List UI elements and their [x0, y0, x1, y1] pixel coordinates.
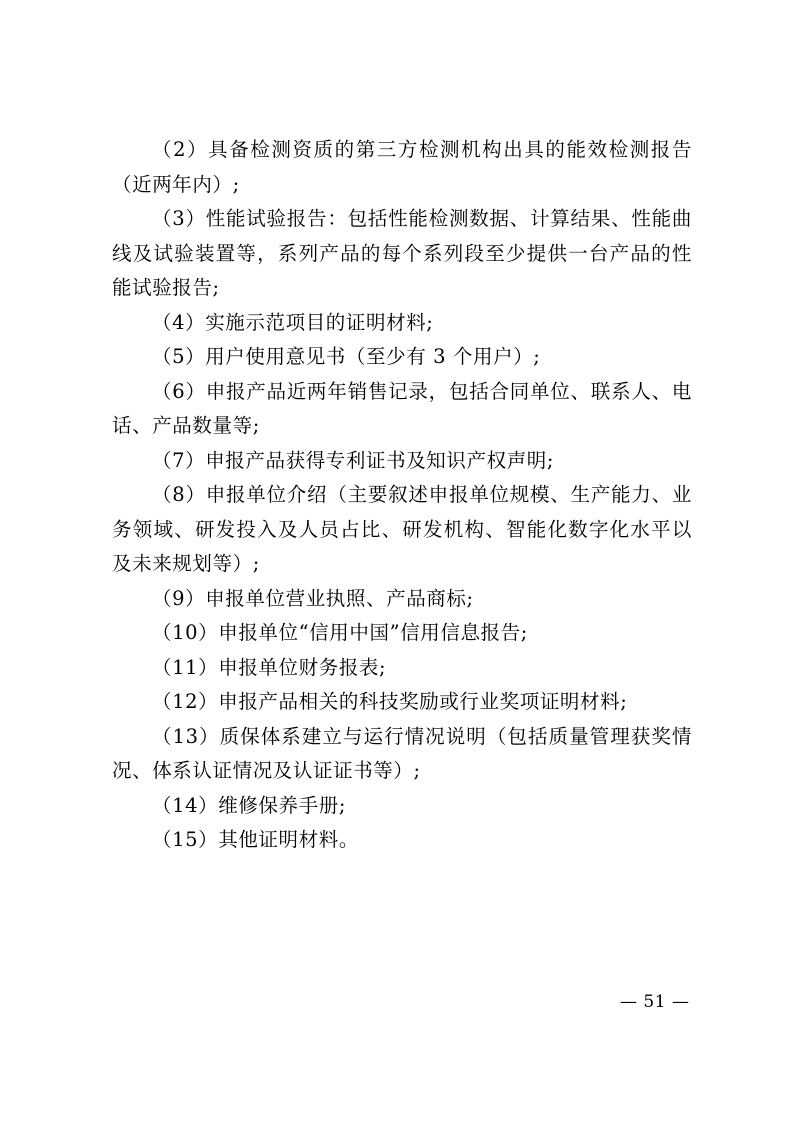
paragraph-item-4: （4）实施示范项目的证明材料;	[152, 310, 434, 334]
paragraph-item-11: （11）申报单位财务报表;	[152, 655, 387, 679]
paragraph-item-3: （3）性能试验报告：包括性能检测数据、计算结果、性能曲线及试验装置等，系列产品的每个系列段至少提供一台产品的性能试验报告;	[112, 207, 692, 299]
paragraph-item-14: （14）维修保养手册;	[152, 793, 346, 817]
paragraph-item-7: （7）申报产品获得专利证书及知识产权声明;	[152, 448, 555, 472]
page-number: — 51 —	[620, 992, 690, 1012]
paragraph-item-6: （6）申报产品近两年销售记录，包括合同单位、联系人、电话、产品数量等;	[112, 379, 692, 437]
paragraph-item-10: （10）申报单位“信用中国”信用信息报告;	[152, 621, 528, 644]
paragraph-item-9: （9）申报单位营业执照、产品商标;	[152, 586, 474, 610]
paragraph-item-12: （12）申报产品相关的科技奖励或行业奖项证明材料;	[152, 690, 628, 713]
paragraph-item-8: （8）申报单位介绍（主要叙述申报单位规模、生产能力、业务领域、研发投入及人员占比、研发机构、智能化数字化水平以及未来规划等）;	[112, 483, 692, 575]
document-body	[112, 133, 692, 858]
paragraph-item-13: （13）质保体系建立与运行情况说明（包括质量管理获奖情况、体系认证情况及认证证书等）;	[112, 724, 692, 782]
paragraph-item-2: （2）具备检测资质的第三方检测机构出具的能效检测报告（近两年内）;	[112, 138, 692, 196]
paragraph-item-15: （15）其他证明材料。	[152, 828, 359, 851]
paragraph-item-5: （5）用户使用意见书（至少有 3 个用户）;	[152, 345, 541, 368]
